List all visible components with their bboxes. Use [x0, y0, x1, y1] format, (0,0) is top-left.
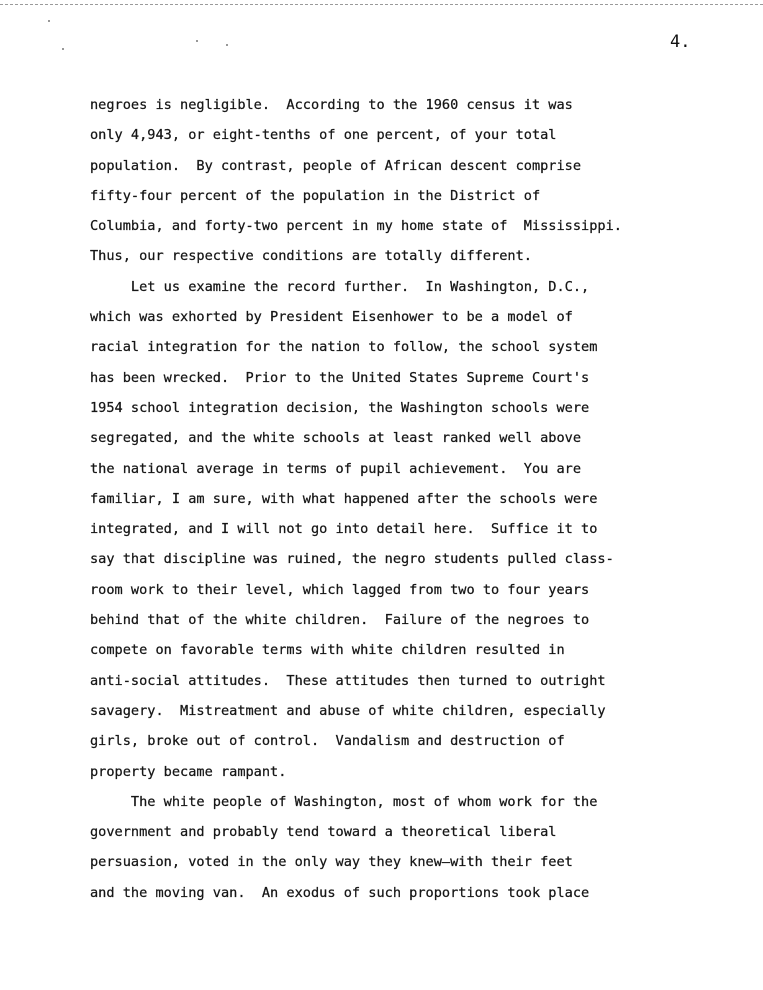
scan-speck — [226, 44, 228, 46]
text-line: fifty-four percent of the population in the District of — [90, 187, 541, 204]
document-body — [90, 90, 750, 908]
text-line: 1954 school integration decision, the Washington schools were — [90, 399, 590, 416]
text-line: population. By contrast, people of African descent comprise — [90, 157, 582, 174]
text-line: has been wrecked. Prior to the United States Supreme Court's — [90, 369, 590, 386]
text-line: persuasion, voted in the only way they knew—with their feet — [90, 854, 573, 871]
text-line: compete on favorable terms with white children resulted in — [90, 642, 565, 659]
text-line: girls, broke out of control. Vandalism and destruction of — [90, 733, 565, 750]
page-top-edge — [0, 4, 763, 5]
text-line: racial integration for the nation to follow, the school system — [90, 339, 598, 356]
text-line: integrated, and I will not go into detail here. Suffice it to — [90, 521, 598, 538]
text-line: property became rampant. — [90, 763, 287, 780]
scan-speck — [48, 20, 50, 22]
page-number: 4. — [670, 32, 691, 52]
text-line: room work to their level, which lagged from two to four years — [90, 581, 590, 598]
scan-speck — [196, 40, 198, 42]
text-line: say that discipline was ruined, the negro students pulled class- — [90, 551, 614, 568]
text-line: anti-social attitudes. These attitudes then turned to outright — [90, 672, 606, 689]
text-line: Let us examine the record further. In Washington, D.C., — [90, 278, 590, 295]
scan-speck — [62, 48, 64, 50]
text-line: The white people of Washington, most of whom work for the — [90, 793, 598, 810]
text-line: which was exhorted by President Eisenhower to be a model of — [90, 309, 573, 326]
text-line: negroes is negligible. According to the 1960 census it was — [90, 97, 573, 113]
text-line: savagery. Mistreatment and abuse of white children, especially — [90, 702, 606, 719]
text-line: familiar, I am sure, with what happened after the schools were — [90, 490, 598, 507]
text-line: Columbia, and forty-two percent in my home state of Mississippi. — [90, 218, 622, 235]
text-line: behind that of the white children. Failure of the negroes to — [90, 612, 590, 629]
text-line: only 4,943, or eight-tenths of one percent, of your total — [90, 127, 557, 144]
text-line: government and probably tend toward a theoretical liberal — [90, 824, 557, 841]
text-line: and the moving van. An exodus of such proportions took place — [90, 884, 590, 901]
text-line: Thus, our respective conditions are totally different. — [90, 248, 532, 265]
text-line: the national average in terms of pupil achievement. You are — [90, 460, 582, 477]
text-line: segregated, and the white schools at least ranked well above — [90, 430, 582, 447]
